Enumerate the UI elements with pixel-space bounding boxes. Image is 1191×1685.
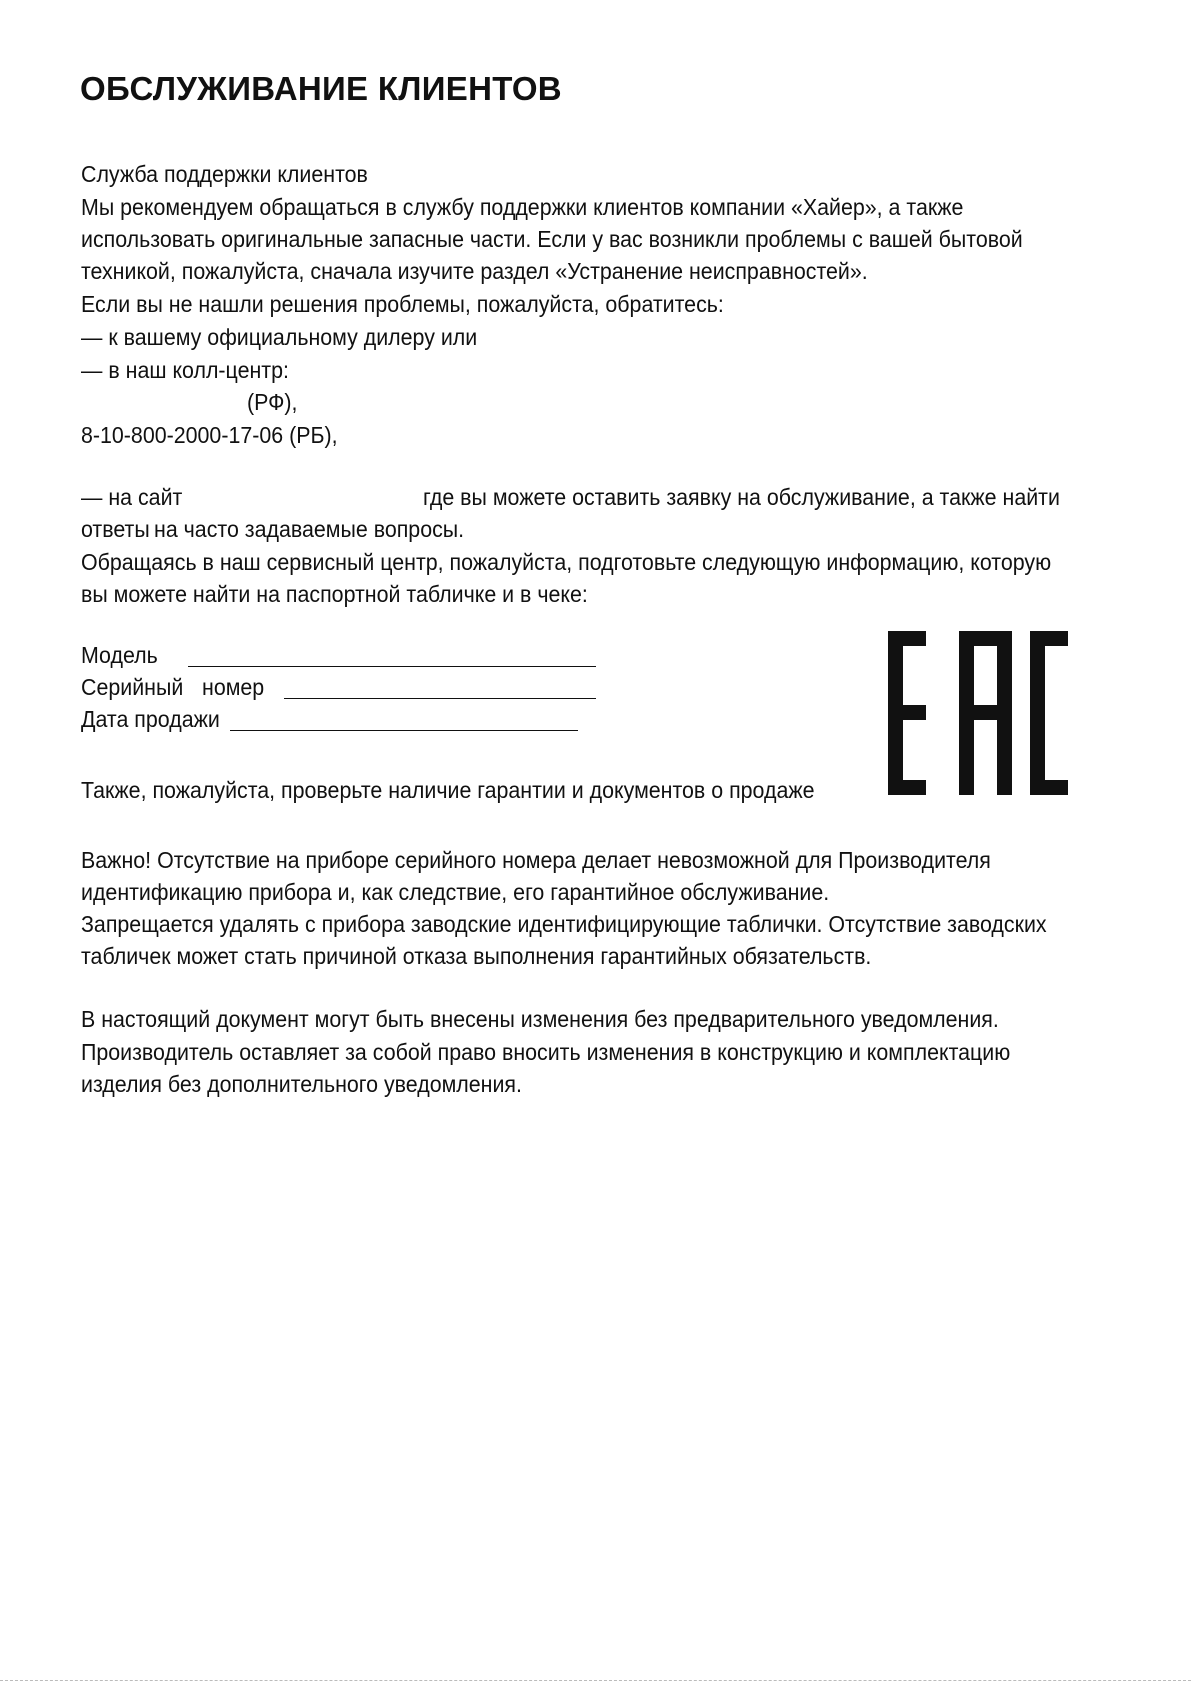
website-option-text: где вы можете оставить заявку на обслуживание, а также найти	[423, 484, 1060, 510]
serial-input-line[interactable]	[284, 698, 596, 699]
support-heading: Служба поддержки клиентов	[81, 161, 368, 187]
serial-label-a: Серийный	[81, 674, 184, 700]
text-line: Мы рекомендуем обращаться в службу поддержки клиентов компании «Хайер», а также	[81, 194, 964, 220]
text-line: Если вы не нашли решения проблемы, пожалуйста, обратитесь:	[81, 291, 724, 317]
text-line: табличек может стать причиной отказа выполнения гарантийных обязательств.	[81, 943, 872, 969]
answers-word: ответы	[81, 516, 150, 542]
phone-rb: 8-10-800-2000-17-06 (РБ),	[81, 422, 338, 448]
sale-date-input-line[interactable]	[230, 730, 578, 731]
page-title: ОБСЛУЖИВАНИЕ КЛИЕНТОВ	[80, 70, 562, 107]
call-center-option: — в наш колл-центр:	[81, 357, 289, 383]
text-line: использовать оригинальные запасные части. Если у вас возникли проблемы с вашей бытовой	[81, 226, 1023, 252]
dealer-option: — к вашему официальному дилеру или	[81, 324, 478, 350]
model-input-line[interactable]	[188, 666, 596, 667]
text-line: вы можете найти на паспортной табличке и в чеке:	[81, 581, 588, 607]
text-line: Запрещается удалять с прибора заводские идентифицирующие таблички. Отсутствие заводских	[81, 911, 1047, 937]
text-line: Обращаясь в наш сервисный центр, пожалуйста, подготовьте следующую информацию, которую	[81, 549, 1052, 575]
important-notice: Важно! Отсутствие на приборе серийного номера делает невозможной для Производителя	[81, 847, 991, 873]
faq-text: на часто задаваемые вопросы.	[154, 516, 465, 542]
text-line: изделия без дополнительного уведомления.	[81, 1071, 522, 1097]
text-line: техникой, пожалуйста, сначала изучите раздел «Устранение неисправностей».	[81, 258, 868, 284]
text-line: идентификацию прибора и, как следствие, его гарантийное обслуживание.	[81, 879, 830, 905]
warranty-check-line: Также, пожалуйста, проверьте наличие гарантии и документов о продаже	[81, 777, 815, 803]
change-notice: В настоящий документ могут быть внесены изменения без предварительного уведомления.	[81, 1006, 999, 1032]
sale-date-label: Дата продажи	[81, 706, 220, 732]
serial-label-b: номер	[202, 674, 265, 700]
model-label: Модель	[81, 642, 158, 668]
text-line: Производитель оставляет за собой право вносить изменения в конструкцию и комплектацию	[81, 1039, 1011, 1065]
phone-rf-suffix: (РФ),	[247, 389, 298, 415]
eac-certification-icon	[888, 631, 1068, 795]
page-edge-divider	[0, 1680, 1191, 1681]
website-option-prefix: — на сайт	[81, 484, 183, 510]
